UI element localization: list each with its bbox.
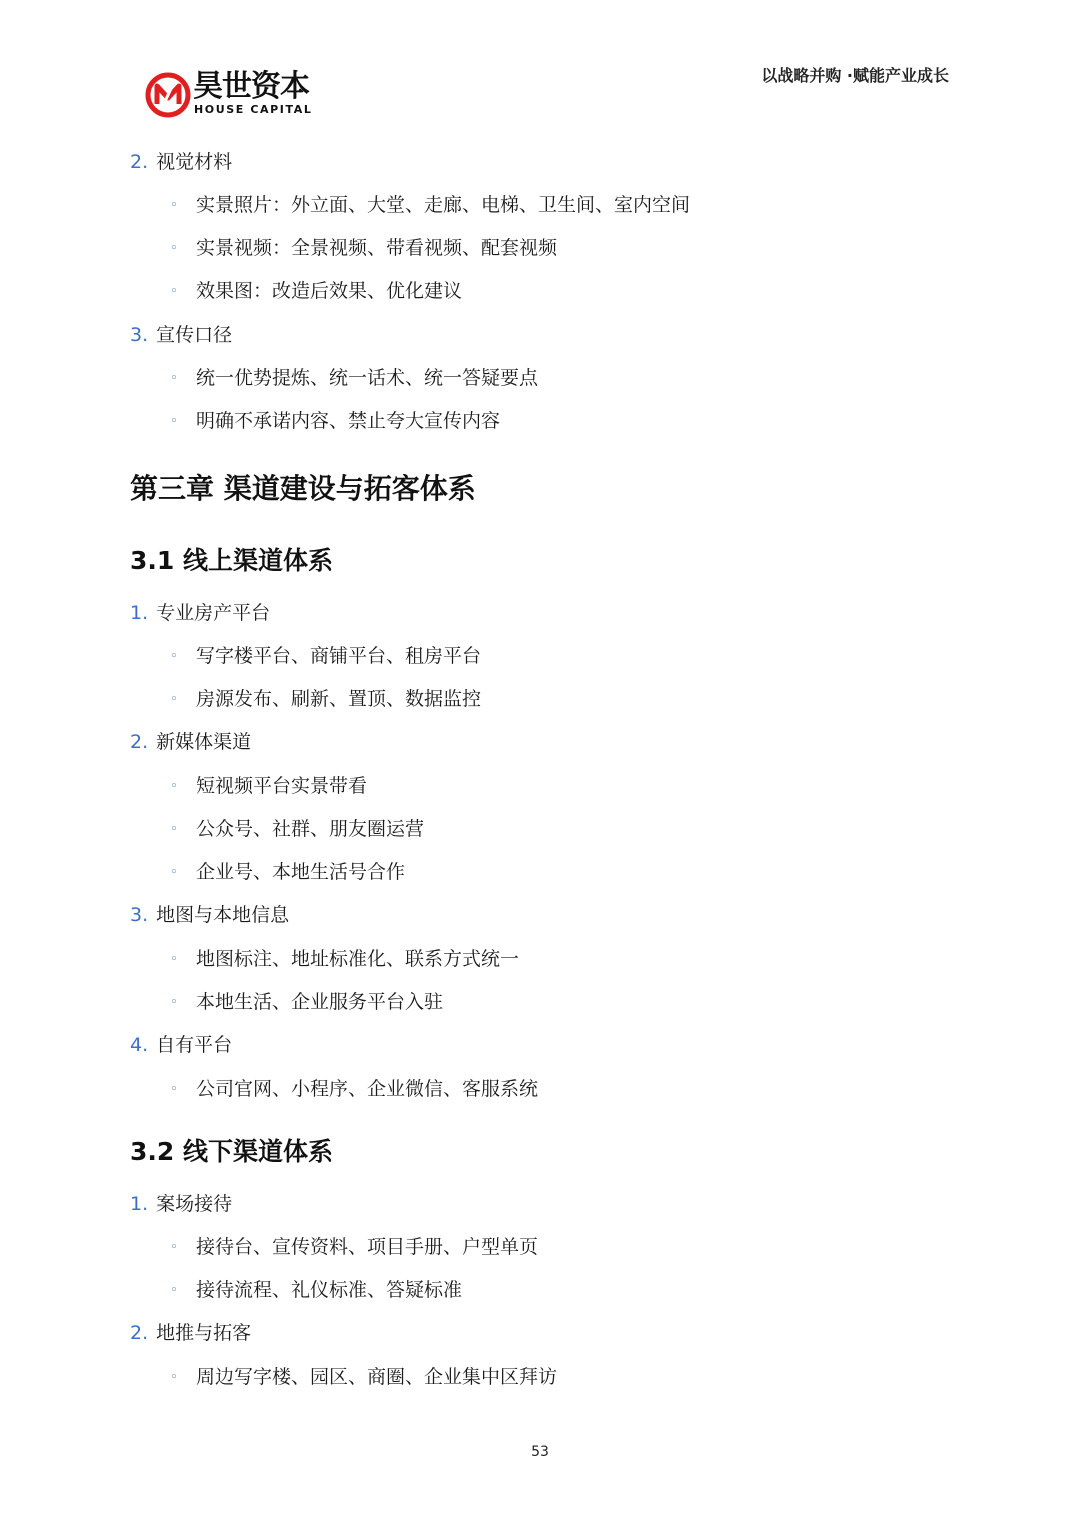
sub-list-item	[170, 947, 519, 972]
sub-list-item	[170, 1077, 538, 1102]
list-item-label: 新媒体渠道	[156, 731, 252, 753]
logo-mark-icon	[145, 72, 191, 118]
list-number: 3.	[130, 904, 149, 926]
list-item	[130, 601, 270, 625]
list-item-label: 专业房产平台	[156, 602, 271, 624]
list-number: 2.	[130, 151, 149, 173]
bullet-icon: ◦	[170, 1370, 178, 1385]
list-item	[130, 1192, 232, 1216]
list-number: 1.	[130, 602, 149, 624]
sub-list-item	[170, 193, 690, 218]
sub-list-item	[170, 1365, 557, 1390]
list-item	[130, 903, 289, 927]
sub-list-item	[170, 1235, 538, 1260]
bullet-icon: ◦	[170, 414, 178, 429]
bullet-icon: ◦	[170, 241, 178, 256]
list-number: 2.	[130, 1322, 149, 1344]
list-number: 3.	[130, 324, 149, 346]
page-header	[0, 0, 1080, 130]
sub-list-item	[170, 366, 538, 391]
sub-item-text: 房源发布、刷新、置顶、数据监控	[196, 688, 482, 710]
bullet-icon: ◦	[170, 284, 178, 299]
header-slogan: 以战略并购 ·赋能产业成长	[761, 66, 949, 85]
list-item-label: 视觉材料	[156, 151, 233, 173]
list-item-label: 地图与本地信息	[156, 904, 290, 926]
bullet-icon: ◦	[170, 779, 178, 794]
sub-item-text: 本地生活、企业服务平台入驻	[196, 991, 444, 1013]
logo-english-name: HOUSE CAPITAL	[194, 103, 313, 116]
sub-item-text: 接待台、宣传资料、项目手册、户型单页	[196, 1236, 539, 1258]
bullet-icon: ◦	[170, 822, 178, 837]
chapter-title: 第三章 渠道建设与拓客体系	[130, 472, 476, 505]
sub-item-text: 实景照片：外立面、大堂、走廊、电梯、卫生间、室内空间	[196, 194, 691, 216]
bullet-icon: ◦	[170, 865, 178, 880]
sub-item-text: 企业号、本地生活号合作	[196, 861, 406, 883]
list-item-label: 案场接待	[156, 1193, 233, 1215]
page-number: 53	[531, 1444, 549, 1460]
list-item-visual-materials	[130, 150, 232, 174]
list-number: 2.	[130, 731, 149, 753]
sub-list-item	[170, 774, 367, 799]
list-item	[130, 1321, 251, 1345]
bullet-icon: ◦	[170, 952, 178, 967]
house-capital-logo	[145, 70, 315, 120]
bullet-icon: ◦	[170, 692, 178, 707]
sub-item-text: 明确不承诺内容、禁止夸大宣传内容	[196, 410, 501, 432]
section-title-online: 3.1 线上渠道体系	[130, 546, 333, 575]
sub-item-text: 接待流程、礼仪标准、答疑标准	[196, 1279, 463, 1301]
sub-item-text: 写字楼平台、商铺平台、租房平台	[196, 645, 482, 667]
list-item-publicity	[130, 323, 232, 347]
sub-item-text: 统一优势提炼、统一话术、统一答疑要点	[196, 367, 539, 389]
sub-item-text: 效果图：改造后效果、优化建议	[196, 280, 463, 302]
sub-item-text: 实景视频：全景视频、带看视频、配套视频	[196, 237, 558, 259]
sub-list-item	[170, 817, 424, 842]
list-number: 1.	[130, 1193, 149, 1215]
sub-list-item	[170, 687, 481, 712]
list-number: 4.	[130, 1034, 149, 1056]
sub-list-item	[170, 990, 443, 1015]
list-item	[130, 1033, 232, 1057]
list-item-label: 宣传口径	[156, 324, 233, 346]
list-item-label: 地推与拓客	[156, 1322, 252, 1344]
sub-item-text: 周边写字楼、园区、商圈、企业集中区拜访	[196, 1366, 558, 1388]
sub-item-text: 地图标注、地址标准化、联系方式统一	[196, 948, 520, 970]
sub-item-text: 公司官网、小程序、企业微信、客服系统	[196, 1078, 539, 1100]
bullet-icon: ◦	[170, 995, 178, 1010]
list-item	[130, 730, 251, 754]
sub-list-item	[170, 644, 481, 669]
sub-item-text: 公众号、社群、朋友圈运营	[196, 818, 425, 840]
sub-list-item	[170, 860, 405, 885]
sub-item-text: 短视频平台实景带看	[196, 775, 368, 797]
bullet-icon: ◦	[170, 1283, 178, 1298]
bullet-icon: ◦	[170, 198, 178, 213]
bullet-icon: ◦	[170, 649, 178, 664]
bullet-icon: ◦	[170, 1240, 178, 1255]
bullet-icon: ◦	[170, 371, 178, 386]
bullet-icon: ◦	[170, 1082, 178, 1097]
sub-list-item	[170, 409, 500, 434]
list-item-label: 自有平台	[156, 1034, 233, 1056]
sub-list-item	[170, 1278, 462, 1303]
section-title-offline: 3.2 线下渠道体系	[130, 1137, 333, 1166]
logo-chinese-name: 昊世资本	[193, 69, 309, 104]
sub-list-item	[170, 236, 557, 261]
sub-list-item	[170, 279, 462, 304]
